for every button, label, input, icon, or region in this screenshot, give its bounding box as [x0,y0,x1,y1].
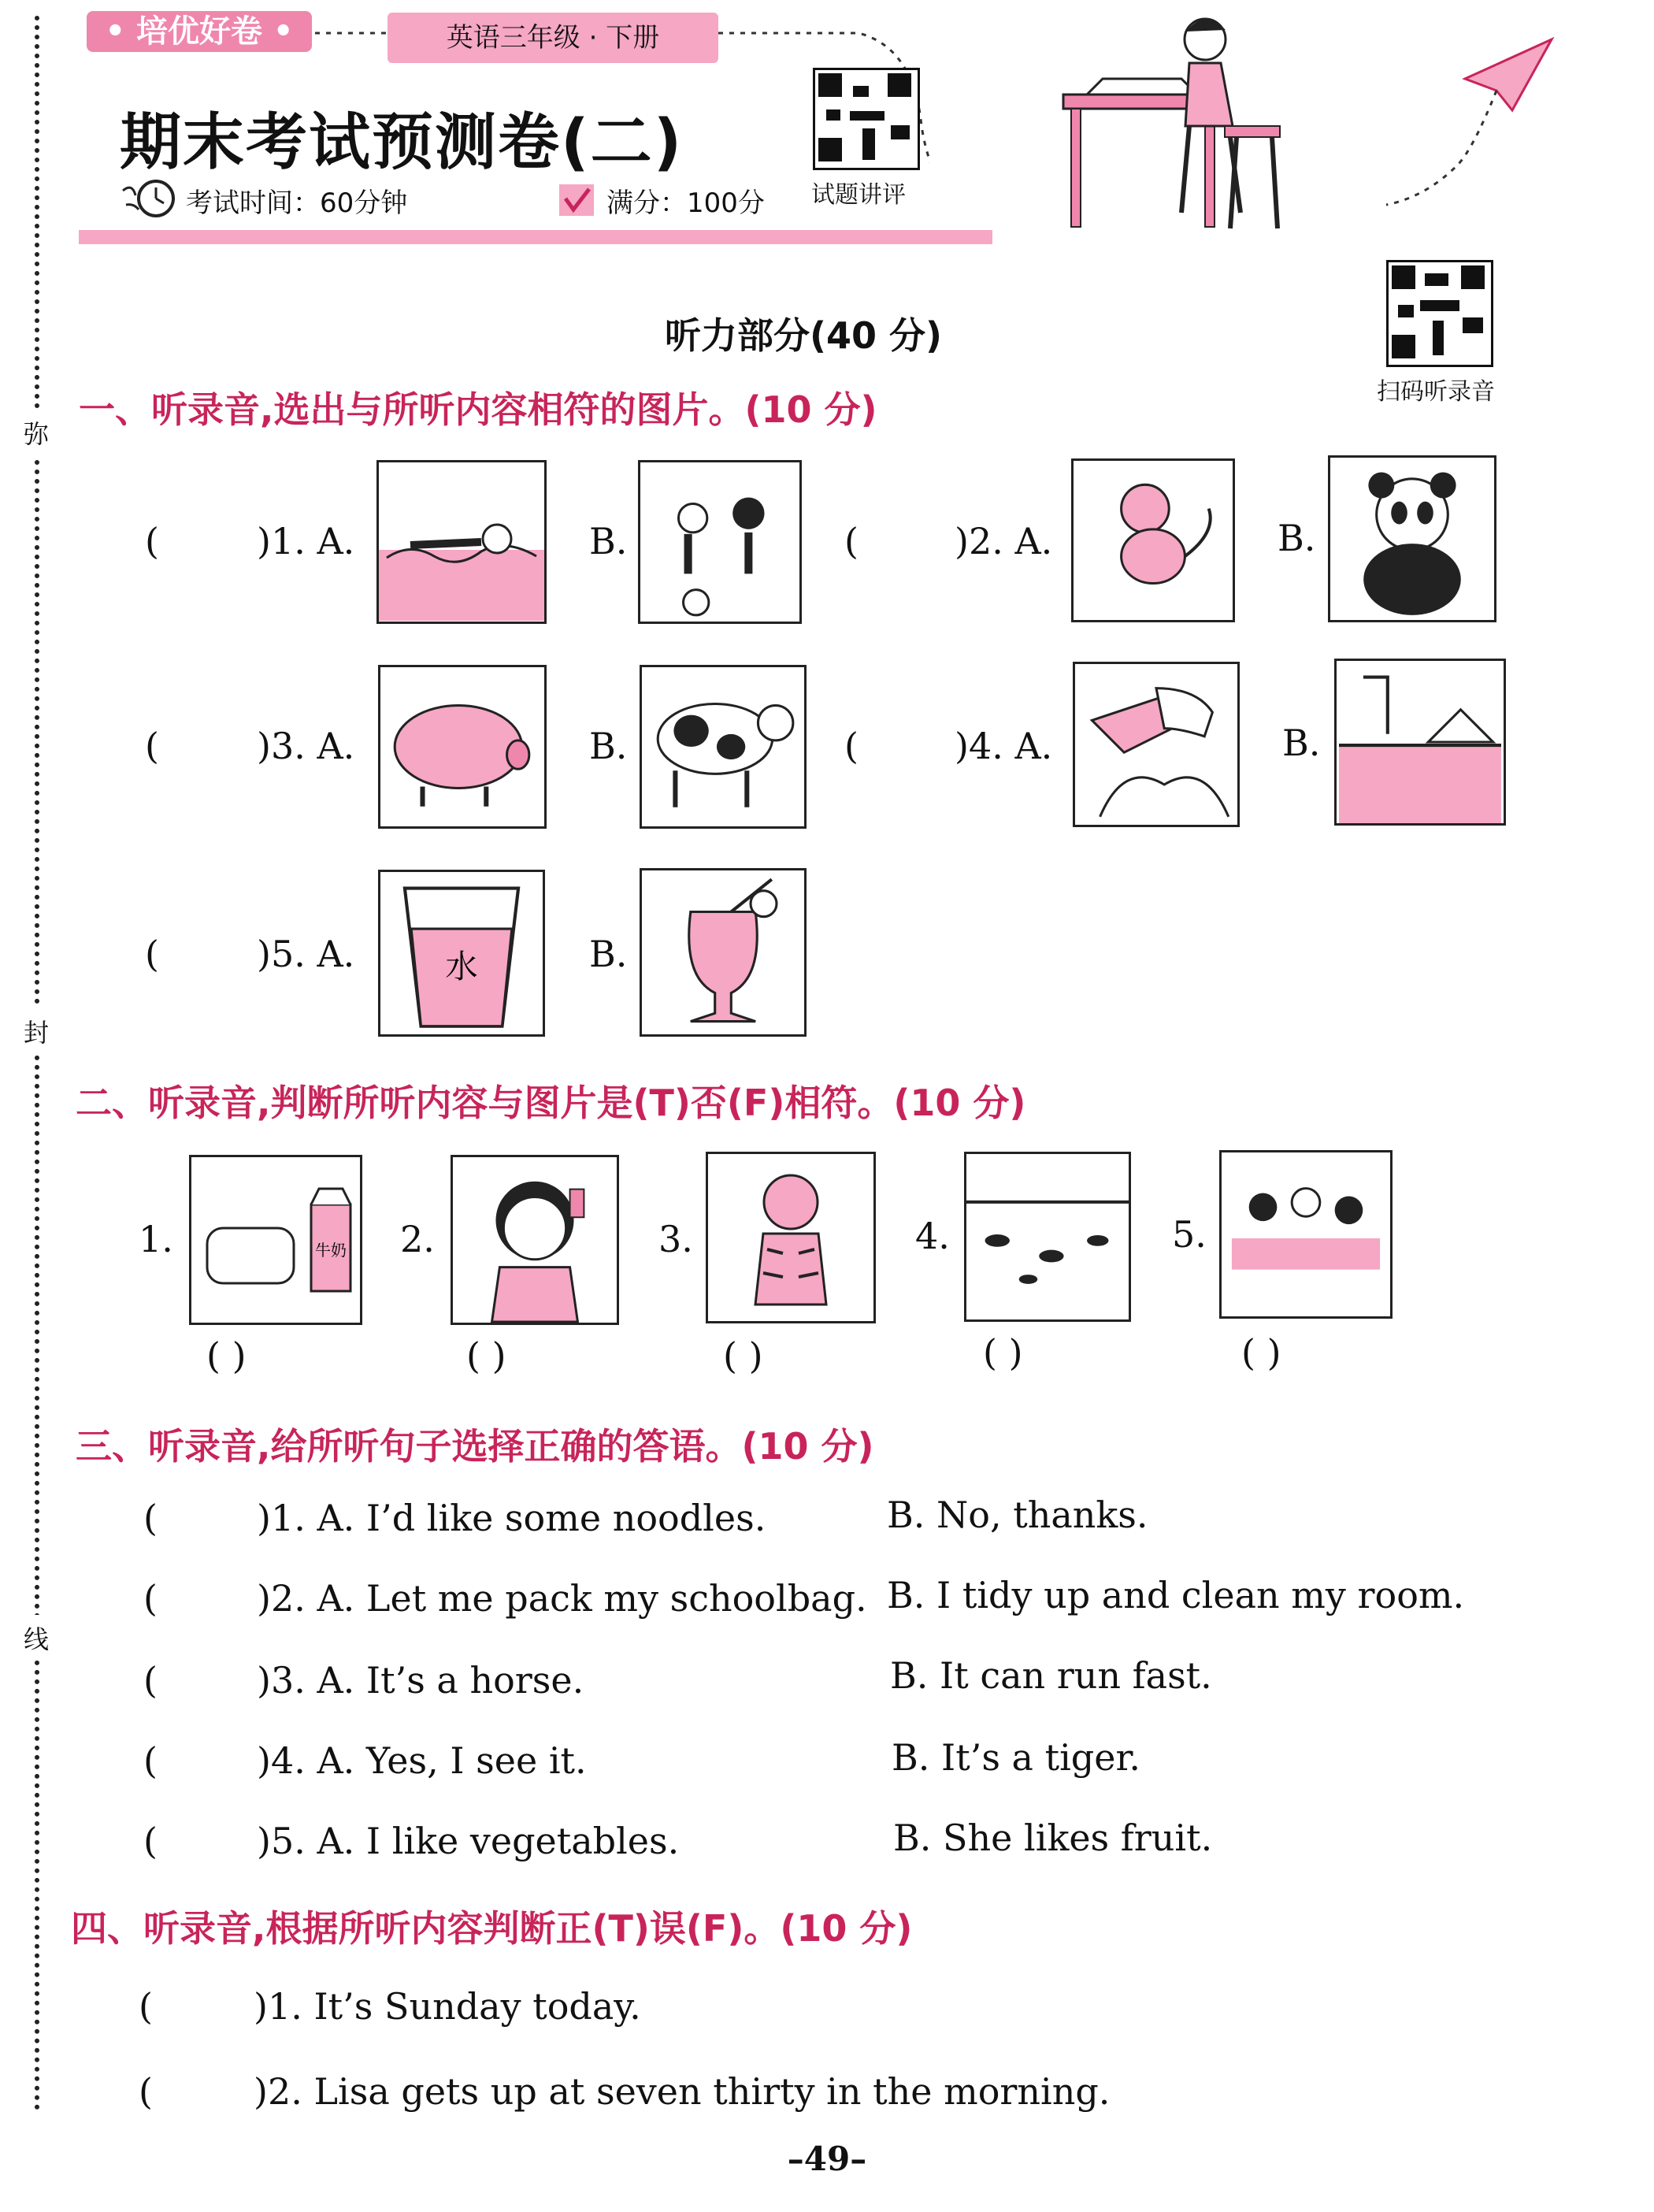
answer-paren[interactable]: ( ) [983,1331,1023,1374]
swimming-picture [376,460,547,624]
binding-char-2: 封 [24,1008,49,1054]
option-a-text: )2. A. Let me pack my schoolbag. [257,1577,867,1620]
question-number: )2. A. [955,520,1053,562]
option-a-text: )4. A. Yes, I see it. [257,1739,587,1782]
answer-paren[interactable]: ( ) [1241,1331,1281,1374]
alarm-clock-icon [118,175,181,219]
option-b-label: B. [1278,517,1316,559]
answer-paren[interactable]: ( ) [466,1334,506,1377]
page-number: –49– [787,2140,867,2178]
statement-text: )1. It’s Sunday today. [254,1985,641,2028]
section-2-title: 二、听录音,判断所听内容与图片是(T)否(F)相符。(10 分) [76,1082,1026,1124]
answer-paren[interactable]: ( [143,1497,158,1539]
binding-char-3: 线 [24,1615,49,1661]
monkey-picture [1071,458,1235,622]
question-number: 4. [915,1215,950,1257]
answer-paren[interactable]: ( [145,933,159,975]
check-icon [558,183,595,217]
question-number: )4. A. [955,725,1053,767]
cow-picture [640,665,807,829]
option-b-text: B. It’s a tiger. [892,1736,1141,1779]
option-a-text: )1. A. I’d like some noodles. [257,1497,766,1539]
juice-picture [640,868,807,1037]
section-4-title: 四、听录音,根据所听内容判断正(T)误(F)。(10 分) [71,1907,913,1950]
fish-in-river-picture [964,1152,1131,1322]
boy-reading-illustration [1048,8,1567,236]
answer-paren[interactable]: ( [844,725,859,767]
subject-label: 英语三年级 · 下册 [388,13,718,63]
option-b-label: B. [589,520,628,562]
option-b-text: B. No, thanks. [887,1494,1148,1536]
tiger-picture [706,1152,876,1323]
answer-paren[interactable]: ( [143,1577,158,1620]
answer-paren[interactable]: ( [145,520,159,562]
question-number: 2. [400,1218,435,1260]
answer-paren[interactable]: ( [145,725,159,767]
option-b-text: B. I tidy up and clean my room. [887,1574,1465,1616]
ironing-picture [1334,659,1506,826]
washing-socks-picture [1073,662,1240,827]
children-picnic-picture [1219,1150,1393,1319]
section-3-title: 三、听录音,给所听句子选择正确的答语。(10 分) [76,1425,874,1468]
qr-code-explain[interactable] [813,68,920,170]
question-number: 3. [658,1218,693,1260]
option-b-text: B. It can run fast. [890,1654,1212,1697]
question-number: 5. [1172,1213,1207,1256]
option-b-label: B. [589,933,628,975]
milk-char: 牛奶 [315,1241,347,1260]
full-score: 满分：100分 [606,187,765,219]
answer-paren[interactable]: ( [143,1659,158,1702]
answer-paren[interactable]: ( [143,1739,158,1782]
qr-audio-caption: 扫码听录音 [1377,378,1495,406]
qr-explain-caption: 试题讲评 [811,181,906,209]
option-b-label: B. [1282,722,1321,764]
question-number: 1. [139,1218,173,1260]
question-number: )3. A. [257,725,355,767]
girl-combing-hair-picture [451,1155,619,1325]
option-a-text: )3. A. It’s a horse. [257,1659,584,1702]
playing-football-picture [638,460,802,624]
answer-paren[interactable]: ( ) [723,1334,763,1377]
question-number: )1. A. [257,520,355,562]
answer-paren[interactable]: ( [143,1820,158,1862]
statement-text: )2. Lisa gets up at seven thirty in the morning. [254,2070,1111,2113]
water-char: 水 [445,947,478,985]
section-1-title: 一、听录音,选出与所听内容相符的图片。(10 分) [79,388,877,431]
question-number: )5. A. [257,933,355,975]
header-underline-bar [79,230,992,244]
option-b-text: B. She likes fruit. [893,1817,1213,1859]
answer-paren[interactable]: ( [139,1985,153,2028]
option-a-text: )5. A. I like vegetables. [257,1820,680,1862]
option-b-label: B. [589,725,628,767]
answer-paren[interactable]: ( [139,2070,153,2113]
answer-paren[interactable]: ( ) [206,1334,247,1377]
answer-paren[interactable]: ( [844,520,859,562]
binding-char-1: 弥 [24,410,49,455]
bread-and-milk-picture [189,1155,362,1325]
pig-picture [378,665,547,829]
page-title: 期末考试预测卷(二) [120,107,684,178]
exam-time: 考试时间：60分钟 [186,187,408,219]
panda-picture [1328,455,1496,622]
series-tag: • 培优好卷 • [87,11,312,52]
listening-heading: 听力部分(40 分) [664,314,943,357]
glass-of-water-picture [378,870,545,1037]
